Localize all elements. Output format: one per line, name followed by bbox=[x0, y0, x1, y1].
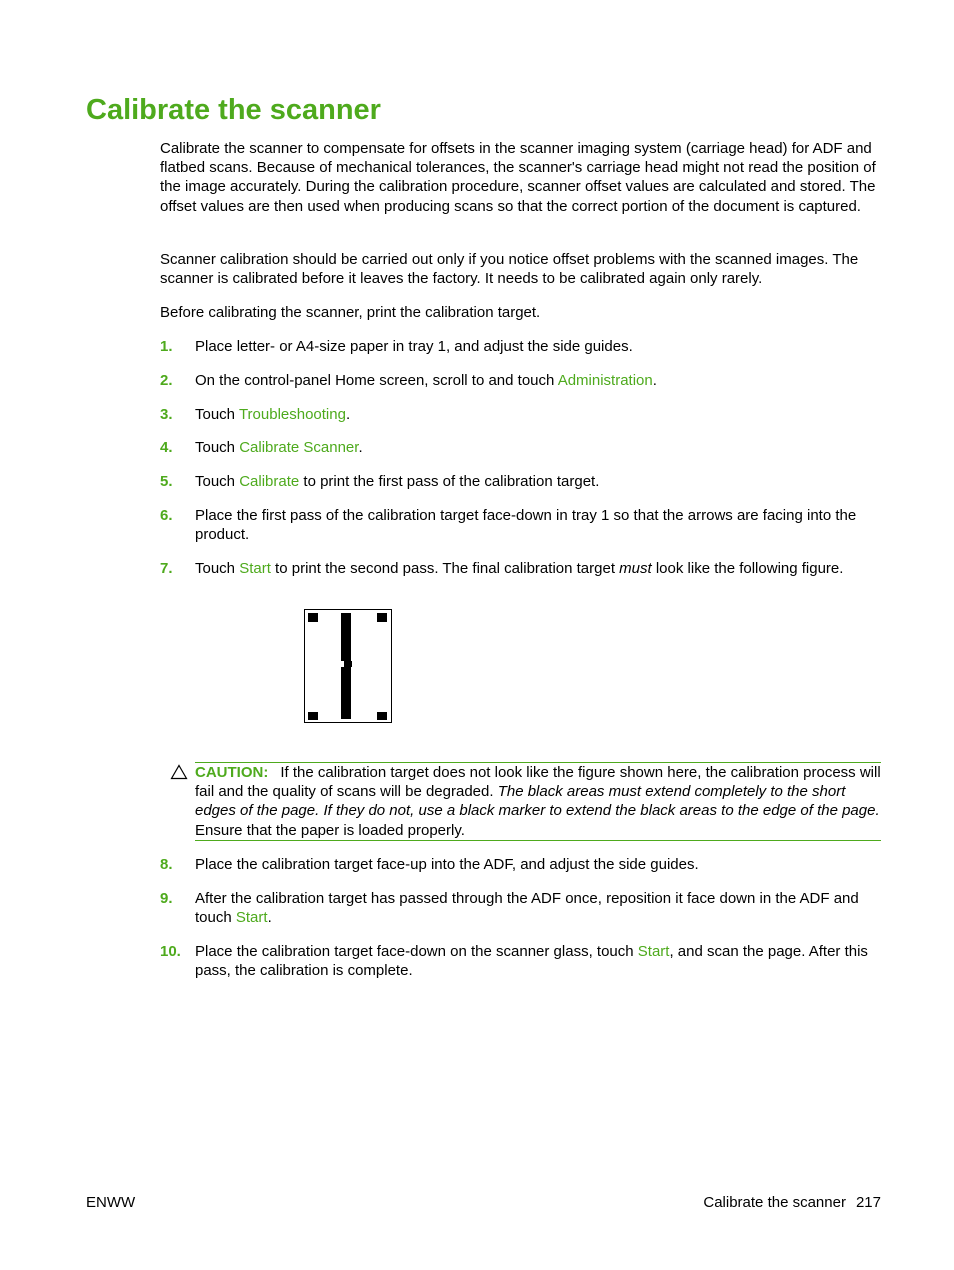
footer-right bbox=[703, 1193, 881, 1212]
intro-paragraph-1: Calibrate the scanner to compensate for offsets in the scanner imaging system (carriage head) for ADF and flatbed scans. Because of mechanical tolerances, the scanner's carriage head might not read the position of the image accurately. During the calibration procedure, scanner offset values are calculated and stored. The offset values are then used when producing scans so that the correct portion of the document is captured. bbox=[160, 140, 876, 215]
caution-text-end: Ensure that the paper is loaded properly. bbox=[195, 821, 465, 839]
administration-link[interactable]: Administration bbox=[557, 372, 653, 389]
caution-note bbox=[195, 763, 883, 840]
caution-emphasis: The black areas must extend completely to the short edges of the page. If they do not, use a black marker to extend the black areas to the edge of the page. bbox=[195, 783, 880, 820]
calibration-target-figure bbox=[304, 609, 392, 723]
step-2 bbox=[160, 371, 884, 390]
step-text: After the calibration target has passed through the ADF once, reposition it face down in the ADF and touch bbox=[195, 890, 859, 927]
step-text-end: . bbox=[652, 372, 657, 389]
step-text: Place the calibration target face-down on the scanner glass, touch bbox=[195, 943, 638, 960]
step-number: 1. bbox=[160, 338, 173, 355]
step-text-end: , and scan the page. After this pass, the calibration is complete. bbox=[195, 943, 868, 980]
step-text: Touch bbox=[195, 560, 240, 577]
step-number: 7. bbox=[160, 560, 173, 577]
step-number: 5. bbox=[160, 473, 173, 490]
step-text-end: . bbox=[358, 439, 363, 456]
step-number: 10. bbox=[160, 943, 181, 960]
step-text: Place the first pass of the calibration target face-down in tray 1 so that the arrows are facing into the product. bbox=[195, 507, 857, 544]
step-number: 9. bbox=[160, 890, 173, 907]
step-text: On the control-panel Home screen, scroll to and touch bbox=[195, 372, 558, 389]
footer-left: ENWW bbox=[86, 1194, 136, 1211]
step-number: 4. bbox=[160, 439, 173, 456]
step-number: 6. bbox=[160, 507, 173, 524]
step-text: Place letter- or A4-size paper in tray 1, and adjust the side guides. bbox=[195, 338, 633, 355]
step-text-end: to print the first pass of the calibration target. bbox=[299, 473, 600, 490]
step-number: 8. bbox=[160, 856, 173, 873]
step-9 bbox=[160, 889, 884, 927]
step-7 bbox=[160, 559, 884, 578]
step-text: Touch bbox=[195, 406, 239, 423]
step-number: 3. bbox=[160, 406, 173, 423]
start-link[interactable]: Start bbox=[235, 909, 268, 927]
step-1 bbox=[160, 337, 884, 356]
step-8 bbox=[160, 855, 884, 874]
emphasis-must: must bbox=[619, 560, 652, 577]
start-link[interactable]: Start bbox=[637, 943, 670, 960]
step-4 bbox=[160, 438, 884, 457]
step-number: 2. bbox=[160, 372, 173, 389]
caution-text: If the calibration target does not look like the figure shown here, the calibration process will fail and the quality of scans will be degraded. bbox=[195, 764, 881, 801]
calibrate-link[interactable]: Calibrate bbox=[239, 473, 300, 490]
intro-paragraph-3: Before calibrating the scanner, print the calibration target. bbox=[160, 304, 541, 321]
step-text: Place the calibration target face-up into the ADF, and adjust the side guides. bbox=[195, 856, 699, 873]
caution-triangle-icon bbox=[170, 764, 188, 780]
troubleshooting-link[interactable]: Troubleshooting bbox=[238, 406, 346, 423]
start-link[interactable]: Start bbox=[239, 560, 271, 577]
step-text-end: . bbox=[267, 909, 272, 927]
step-text: Touch bbox=[195, 439, 240, 456]
step-3 bbox=[160, 405, 884, 424]
caution-label: CAUTION: bbox=[195, 764, 269, 781]
step-6 bbox=[160, 506, 884, 544]
page-title: Calibrate the scanner bbox=[86, 94, 381, 126]
step-text-end: look like the following figure. bbox=[651, 560, 844, 577]
page-number: 217 bbox=[855, 1194, 881, 1211]
step-text: Touch bbox=[195, 473, 240, 490]
caution-bottom-rule bbox=[195, 840, 881, 841]
step-text-mid: to print the second pass. The final calibration target bbox=[270, 560, 620, 577]
step-5 bbox=[160, 472, 884, 491]
step-10 bbox=[160, 942, 884, 980]
footer-section-title: Calibrate the scanner bbox=[703, 1194, 846, 1211]
step-text-end: . bbox=[345, 406, 351, 423]
calibrate-scanner-link[interactable]: Calibrate Scanner bbox=[239, 439, 359, 456]
intro-paragraph-2: Scanner calibration should be carried out only if you notice offset problems with the scanned images. The scanner is calibrated before it leaves the factory. It needs to be calibrated again only rarely. bbox=[160, 251, 859, 288]
